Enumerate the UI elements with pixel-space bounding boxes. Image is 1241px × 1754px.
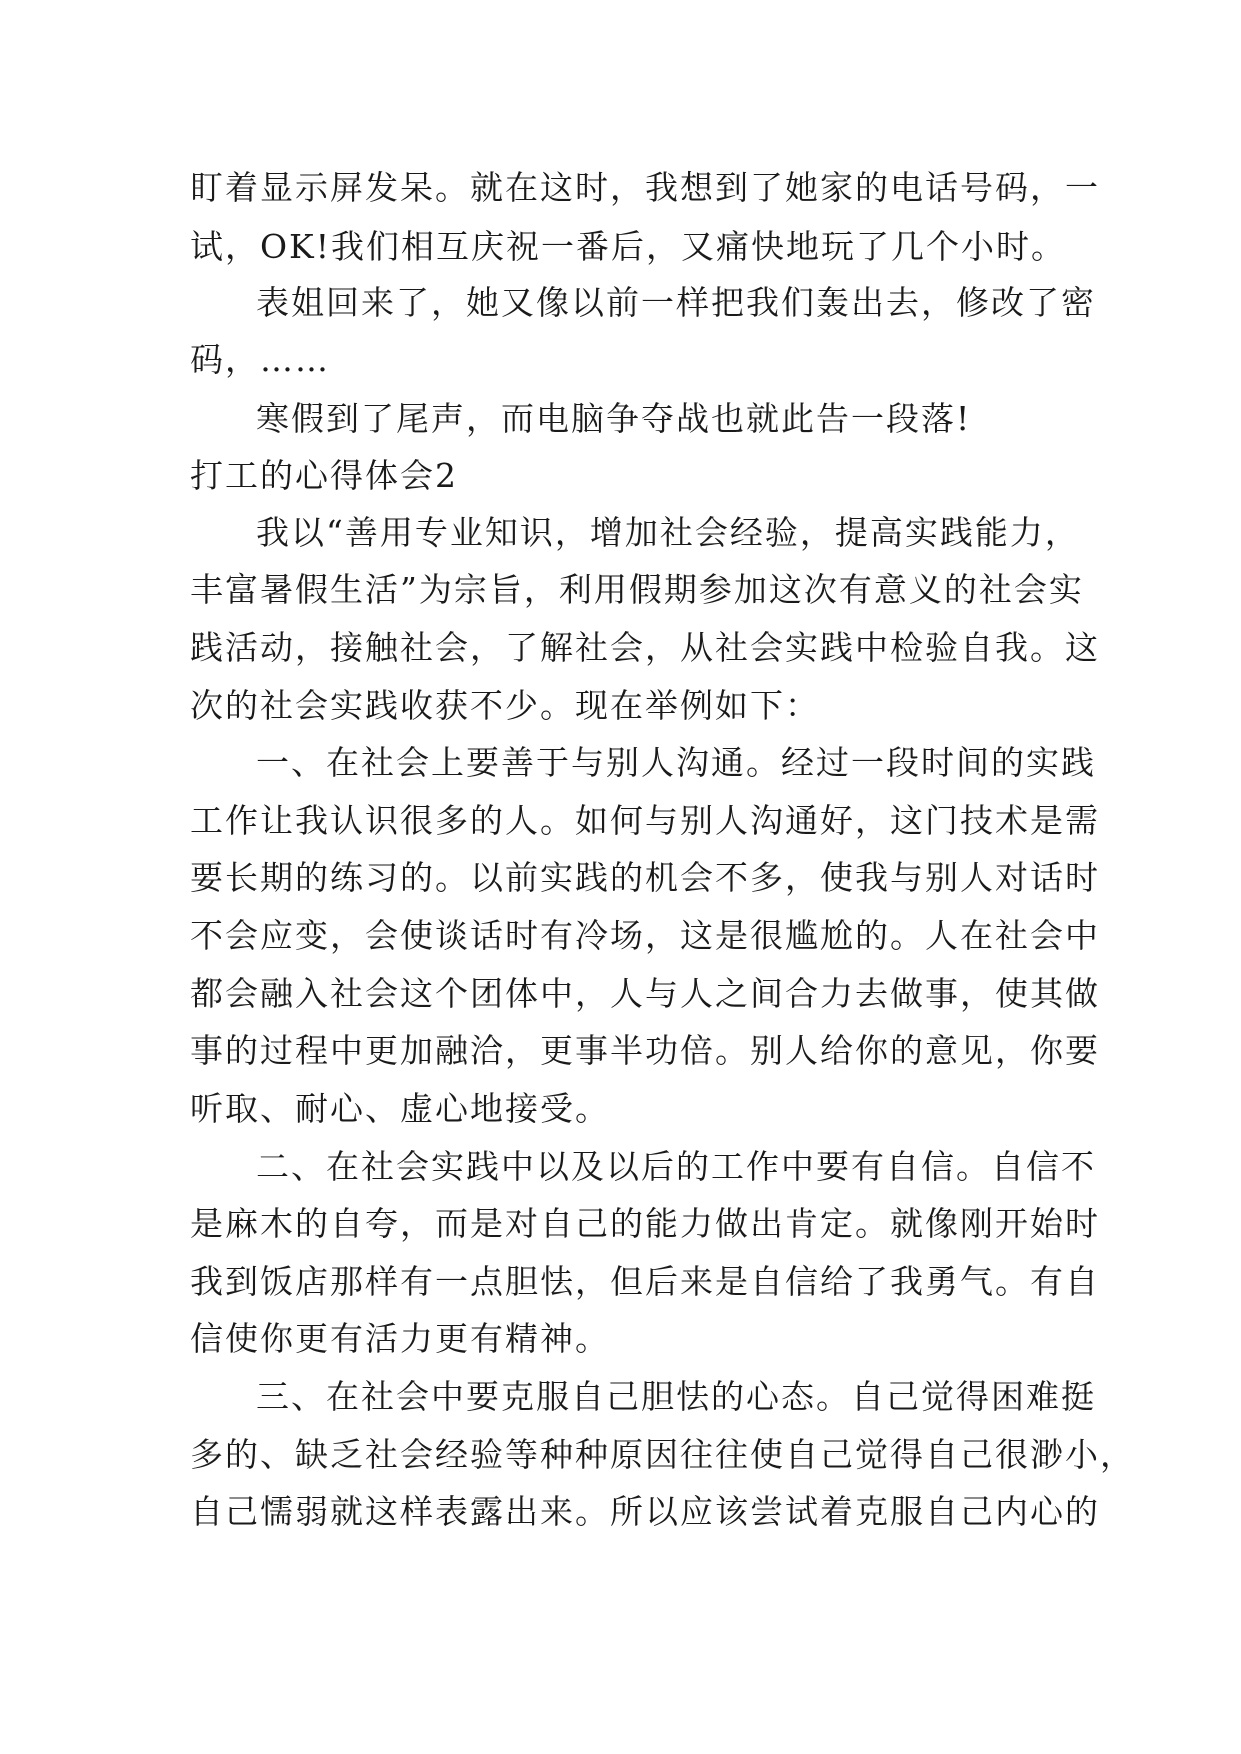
text-line: 是麻木的自夸，而是对自己的能力做出肯定。就像刚开始时 [190,1204,1100,1243]
text-line: 寒假到了尾声，而电脑争夺战也就此告一段落! [256,399,972,438]
text-line: 我以“善用专业知识，增加社会经验，提高实践能力， [256,513,1080,552]
text-line: 事的过程中更加融洽，更事半功倍。别人给你的意见，你要 [190,1031,1100,1070]
section-heading: 打工的心得体会2 [190,456,458,495]
text-line: 码，…… [190,340,330,379]
text-line: 丰富暑假生活”为宗旨，利用假期参加这次有意义的社会实 [190,570,1084,609]
text-line: 工作让我认识很多的人。如何与别人沟通好，这门技术是需 [190,801,1100,840]
text-line: 试，OK!我们相互庆祝一番后，又痛快地玩了几个小时。 [190,227,1066,266]
text-line: 践活动，接触社会，了解社会，从社会实践中检验自我。这 [190,628,1100,667]
text-line: 不会应变，会使谈话时有冷场，这是很尴尬的。人在社会中 [190,916,1100,955]
text-line: 盯着显示屏发呆。就在这时，我想到了她家的电话号码，一 [190,168,1100,207]
text-line: 自己懦弱就这样表露出来。所以应该尝试着克服自己内心的 [190,1492,1100,1531]
text-line: 三、在社会中要克服自己胆怯的心态。自己觉得困难挺 [256,1377,1096,1416]
text-line: 多的、缺乏社会经验等种种原因往往使自己觉得自己很渺小， [190,1435,1135,1474]
text-line: 信使你更有活力更有精神。 [190,1319,610,1358]
text-line: 表姐回来了，她又像以前一样把我们轰出去，修改了密 [256,283,1096,322]
text-line: 要长期的练习的。以前实践的机会不多，使我与别人对话时 [190,858,1100,897]
text-line: 都会融入社会这个团体中，人与人之间合力去做事，使其做 [190,974,1100,1013]
text-line: 二、在社会实践中以及以后的工作中要有自信。自信不 [256,1147,1096,1186]
text-line: 次的社会实践收获不少。现在举例如下： [190,686,820,725]
text-line: 听取、耐心、虚心地接受。 [190,1089,610,1128]
text-line: 我到饭店那样有一点胆怯，但后来是自信给了我勇气。有自 [190,1262,1100,1301]
text-line: 一、在社会上要善于与别人沟通。经过一段时间的实践 [256,743,1096,782]
